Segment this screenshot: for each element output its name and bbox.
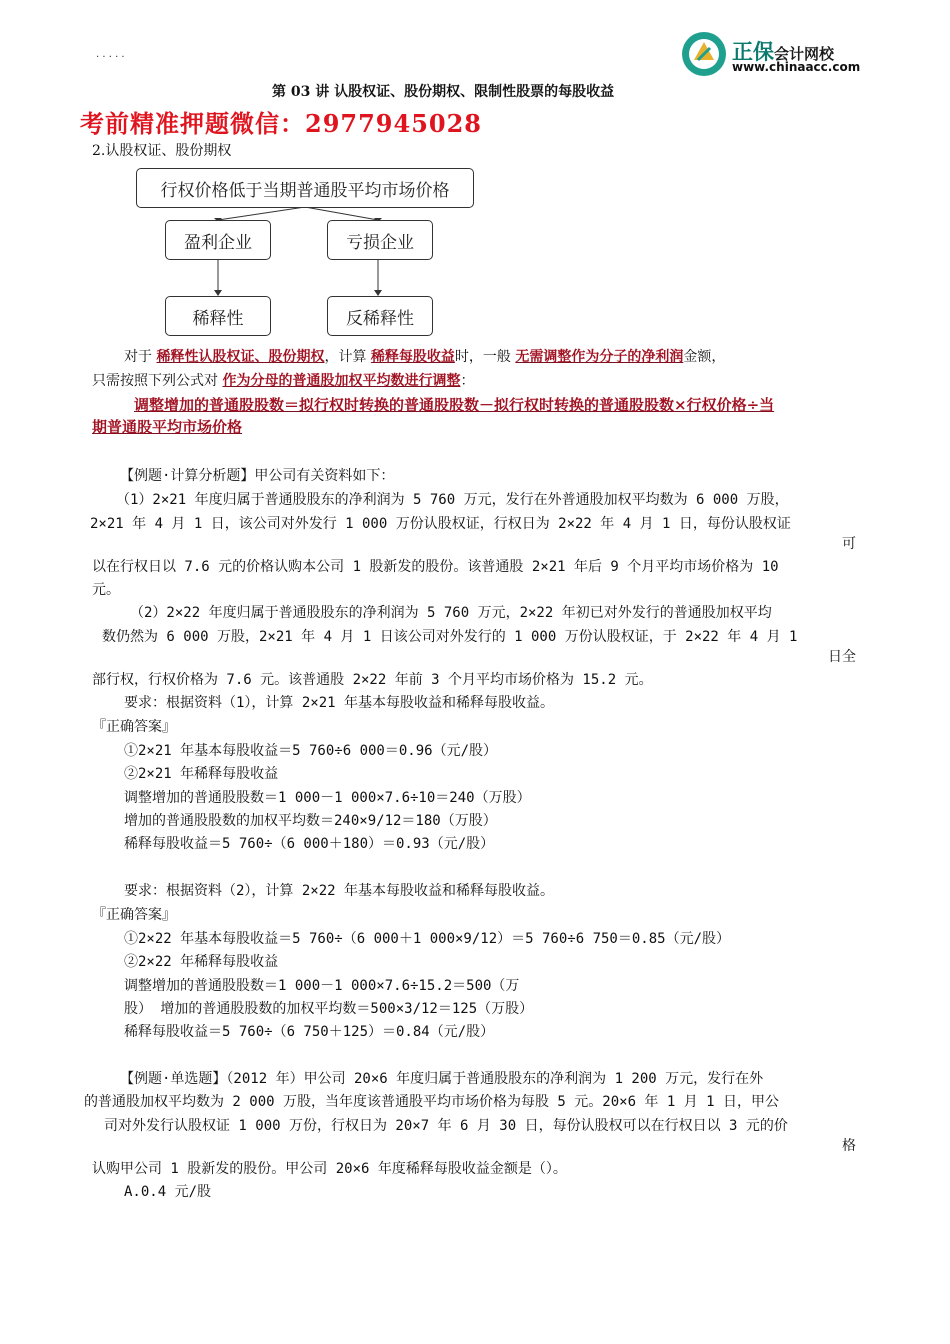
emph-denominator-adjust: 作为分母的普通股加权平均数进行调整 — [222, 373, 461, 389]
formula-line-1: 调整增加的普通股股数＝拟行权时转换的普通股股数－拟行权时转换的普通股股数×行权价格÷当 — [134, 396, 775, 414]
example1-answer-label-2: 『正确答案』 — [92, 907, 176, 923]
emph-diluted-eps: 稀释每股收益 — [370, 349, 455, 365]
example1-s2-line2: 数仍然为 6 000 万股，2×21 年 4 月 1 日该公司对外发行的 1 000 万份认股权证，于 2×22 年 4 月 1 — [102, 629, 798, 645]
example2-option-a: A.0.4 元/股 — [124, 1184, 212, 1200]
doc-title: 第 03 讲 认股权证、股份期权、限制性股票的每股收益 — [272, 84, 615, 100]
explanation-line-2: 只需按照下列公式对 作为分母的普通股加权平均数进行调整： — [92, 373, 475, 389]
example1-answer2-line1: ①2×22 年基本每股收益＝5 760÷（6 000＋1 000×9/12）＝5 760÷6 750＝0.85（元/股） — [124, 931, 731, 947]
example1-answer2-line3: 调整增加的普通股股数＝1 000－1 000×7.6÷15.2＝500（万 — [124, 978, 520, 994]
example1-s1-line4: 元。 — [92, 582, 120, 598]
brand-name: 正保会计网校 — [732, 39, 835, 64]
example2-line1: 【例题·单选题】（2012 年）甲公司 20×6 年度归属于普通股股东的净利润为 1 200 万元，发行在外 — [120, 1071, 764, 1087]
example2-line3: 司对外发行认股权证 1 000 万份，行权日为 20×7 年 6 月 30 日，每份认股权可以在行权日以 3 元的价 — [104, 1118, 788, 1134]
formula-line-2: 期普通股平均市场价格 — [92, 418, 243, 436]
example1-s2-line1: （2）2×22 年度归属于普通股股东的净利润为 5 760 万元，2×22 年初已对外发行的普通股加权平均 — [130, 605, 772, 621]
example2-line3-tail: 格 — [842, 1138, 856, 1154]
example2-line4: 认购甲公司 1 股新发的股份。甲公司 20×6 年度稀释每股收益金额是（）。 — [92, 1161, 567, 1177]
example1-answer2-line2: ②2×22 年稀释每股收益 — [124, 954, 279, 970]
example1-s2-line3: 部行权，行权价格为 7.6 元。该普通股 2×22 年前 3 个月平均市场价格为 15.2 元。 — [92, 672, 653, 688]
example1-s1-line2: 2×21 年 4 月 1 日，该公司对外发行 1 000 万份认股权证，行权日为 2×22 年 4 月 1 日，每份认股权证 — [90, 516, 791, 532]
example1-answer-label-1: 『正确答案』 — [92, 719, 176, 735]
example1-answer1-line3: 调整增加的普通股股数＝1 000－1 000×7.6÷10＝240（万股） — [124, 790, 531, 806]
example1-s1-line1: （1）2×21 年度归属于普通股股东的净利润为 5 760 万元，发行在外普通股加权平均数为 6 000 万股， — [116, 492, 789, 508]
promo-banner: 考前精准押题微信：2977945028 — [80, 109, 482, 138]
example1-answer2-line4: 股） 增加的普通股股数的加权平均数＝500×3/12＝125（万股） — [124, 1001, 534, 1017]
example1-s1-line3: 以在行权日以 7.6 元的价格认购本公司 1 股新发的股份。该普通股 2×21 年后 9 个月平均市场价格为 10 — [92, 559, 779, 575]
example1-answer1-line1: ①2×21 年基本每股收益＝5 760÷6 000＝0.96（元/股） — [124, 743, 498, 759]
brand-name-accent: 会计网校 — [774, 45, 835, 63]
example1-answer1-line5: 稀释每股收益＝5 760÷（6 000＋180）＝0.93（元/股） — [124, 836, 495, 852]
example1-requirement-1: 要求：根据资料（1），计算 2×21 年基本每股收益和稀释每股收益。 — [124, 695, 554, 711]
diagram-node-profit: 盈利企业 — [165, 220, 271, 260]
example1-answer1-line2: ②2×21 年稀释每股收益 — [124, 766, 279, 782]
section-heading: 2.认股权证、股份期权 — [92, 143, 232, 159]
diagram-node-antidilutive: 反稀释性 — [327, 296, 433, 336]
example1-requirement-2: 要求：根据资料（2），计算 2×22 年基本每股收益和稀释每股收益。 — [124, 883, 554, 899]
diagram-node-dilutive: 稀释性 — [165, 296, 271, 336]
brand-url: www.chinaacc.com — [732, 60, 861, 74]
example1-answer2-line5: 稀释每股收益＝5 760÷（6 750＋125）＝0.84（元/股） — [124, 1024, 495, 1040]
example1-s1-line2-tail: 可 — [842, 536, 856, 552]
diagram-root-node: 行权价格低于当期普通股平均市场价格 — [136, 168, 474, 208]
diagram-node-loss: 亏损企业 — [327, 220, 433, 260]
explanation-line-1: 对于 稀释性认股权证、股份期权，计算 稀释每股收益时，一般 无需调整作为分子的净利润金额， — [124, 349, 726, 365]
example1-answer1-line4: 增加的普通股股数的加权平均数＝240×9/12＝180（万股） — [124, 813, 497, 829]
emph-dilutive-warrants: 稀释性认股权证、股份期权 — [156, 349, 325, 365]
example1-title: 【例题·计算分析题】甲公司有关资料如下： — [120, 468, 395, 484]
top-mark: · · · · · — [96, 52, 125, 63]
example1-s2-line2-tail: 日全 — [828, 649, 856, 665]
example2-line2: 的普通股加权平均数为 2 000 万股，当年度该普通股平均市场价格为每股 5 元。20×6 年 1 月 1 日，甲公 — [84, 1094, 780, 1110]
emph-no-numerator-adjust: 无需调整作为分子的净利润 — [515, 349, 684, 365]
